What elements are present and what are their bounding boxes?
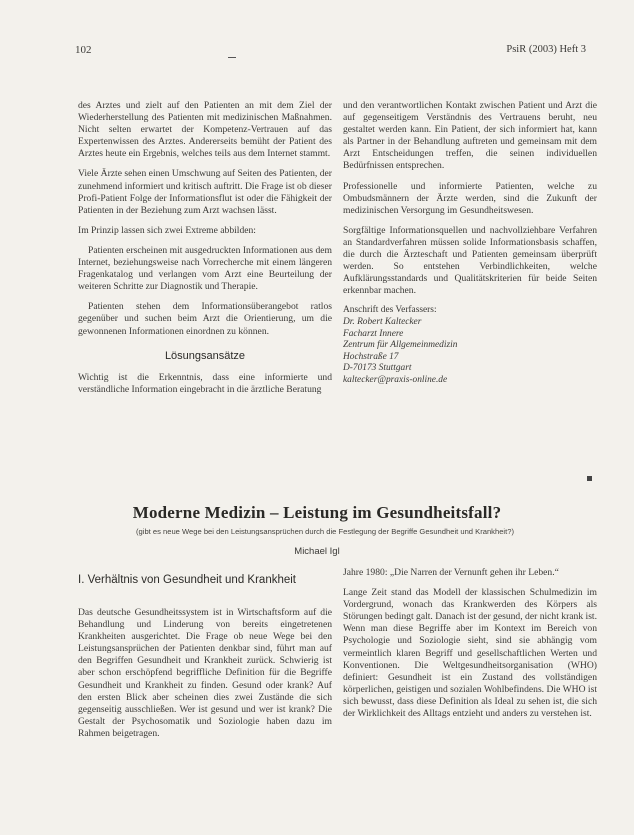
paragraph: Sorgfältige Informationsquellen und nachvollziehbare Verfahren an Standardverfahren müssen solide Informationsbasis schaffen, die durch die Ärzteschaft und Patienten gemeinsam überprüft werden. So entstehen Verbindlichkeiten, welche Aufklärungsstandards und Qualitätskriterien für beide Seiten erkennbar machen. xyxy=(343,224,597,297)
header-mark xyxy=(228,57,236,58)
section-heading: Lösungsansätze xyxy=(164,349,246,362)
paragraph: Patienten erscheinen mit ausgedruckten Informationen aus dem Internet, beziehungsweise nach Vorrecherche mit einem längeren Fragenkatalog und verlangen vom Arzt eine Beurteilung der weiteren Schritte zur Diagnostik und Therapie. xyxy=(78,244,332,293)
address-line: Zentrum für Allgemeinmedizin xyxy=(343,340,458,351)
paragraph: Wichtig ist die Erkenntnis, dass eine informierte und verständliche Information eingebracht in die ärztliche Beratung xyxy=(78,371,332,395)
paragraph: und den verantwortlichen Kontakt zwischen Patient und Arzt die auf gegenseitigem Verständnis des Vertrauens beruht, neu gestaltet werden kann. Ein Patient, der sich informiert hat, kann als Partner in der Behandlung auftreten und gemeinsam mit dem Arzt Entscheidungen treffen, die seinen individuellen Bedürfnissen entsprechen. xyxy=(343,100,597,172)
journal-reference: PsiR (2003) Heft 3 xyxy=(506,44,586,55)
address-line: D-70173 Stuttgart xyxy=(343,363,412,374)
paragraph: des Arztes und zielt auf den Patienten an mit dem Ziel der Wiederherstellung des Patienten mit medizinischen Maßnahmen. Nicht selten erwartet der Kompetenz-Vertrauen auf das Expertenwissen des Arztes. Andererseits bemüht der Patient des Arztes heute ein Ergebnis, welches teils aus dem Internet stammt. xyxy=(78,100,332,160)
article-subtitle: (gibt es neue Wege bei den Leistungsansprüchen durch die Festlegung der Begriffe Gesundheit und Krankheit?) xyxy=(136,527,514,536)
bottom-left-column xyxy=(78,607,332,748)
address-line: Facharzt Innere xyxy=(343,328,404,339)
top-left-column xyxy=(78,100,332,404)
paragraph: Im Prinzip lassen sich zwei Extreme abbilden: xyxy=(78,224,256,236)
address-email[interactable]: kaltecker@praxis-online.de xyxy=(343,374,448,385)
end-mark xyxy=(587,476,592,481)
bottom-right-column xyxy=(343,567,597,728)
address-line: Dr. Robert Kaltecker xyxy=(343,317,422,327)
address-line: Hochstraße 17 xyxy=(343,351,399,362)
article-author: Michael Igl xyxy=(294,546,340,557)
page-number: 102 xyxy=(75,44,92,56)
paragraph: Patienten stehen dem Informationsüberangebot ratlos gegenüber und suchen beim Arzt die Orientierung, um die gewonnenen Informationen einordnen zu können. xyxy=(78,301,332,337)
paragraph: Professionelle und informierte Patienten, welche zu Ombudsmännern der Ärzte werden, sind die Zukunft der medizinischen Versorgung im Gesundheitswesen. xyxy=(343,180,597,216)
paragraph: Lange Zeit stand das Modell der klassischen Schulmedizin im Vordergrund, wonach das Krankwerden des Körpers als Störungen bedingt galt. Danach ist der gesund, der nicht krank ist. Wenn man diese Begriffe aber im Kontext im Bereich von Psychologie und Soziologie sieht, sind sie abhängig vom vermeintlich klaren Begriff und gesellschaftlichen Werten und Konventionen. Die Weltgesundheitsorganisation (WHO) definiert: Gesundheit ist ein Zustand des vollständigen körperlichen, geistigen und sozialen Wohlbefindens. Die WHO ist sich bewusst, dass diese Definition als Ideal zu sehen ist, die sich der Wirklichkeit des Alltags entzieht und anders zu verstehen ist. xyxy=(343,587,597,720)
article-title: Moderne Medizin – Leistung im Gesundheitsfall? xyxy=(132,503,502,522)
paragraph: Das deutsche Gesundheitssystem ist in Wirtschaftsform auf die Behandlung und Linderung von bereits eingetretenen Krankheiten ausgerichtet. Die Frage ob neue Wege bei den Leistungsansprüchen der Patienten denkbar sind, führt man auf den Begriffen Gesundheit und Krankheit zurück. Schwierig ist aber schon erschöpfend begriffliche Definition für die Begriffe Gesundheit und Krankheit zu finden. Gesund oder krank? Auf den ersten Blick aber scheinen dies zwei Zustände die sich gegenseitig ausschließen. Wer ist gesund und wer ist krank? Die Gestalt der Psychosomatik und Soziologie haben dazu im Rahmen beigetragen. xyxy=(78,607,332,739)
address-heading: Anschrift des Verfassers: xyxy=(343,305,437,316)
paragraph: Jahre 1980: „Die Narren der Vernunft gehen ihr Leben.“ xyxy=(343,567,559,578)
section-heading: I. Verhältnis von Gesundheit und Krankheit xyxy=(78,574,297,586)
top-right-column xyxy=(343,100,597,387)
paragraph: Viele Ärzte sehen einen Umschwung auf Seiten des Patienten, der zunehmend informiert und kritisch auftritt. Die Frage ist ob dieser Profi-Patient Folge der Informationsflut ist oder die Fähigkeit der Patienten in der Beziehung zum Arzt wachsen lässt. xyxy=(78,168,332,216)
